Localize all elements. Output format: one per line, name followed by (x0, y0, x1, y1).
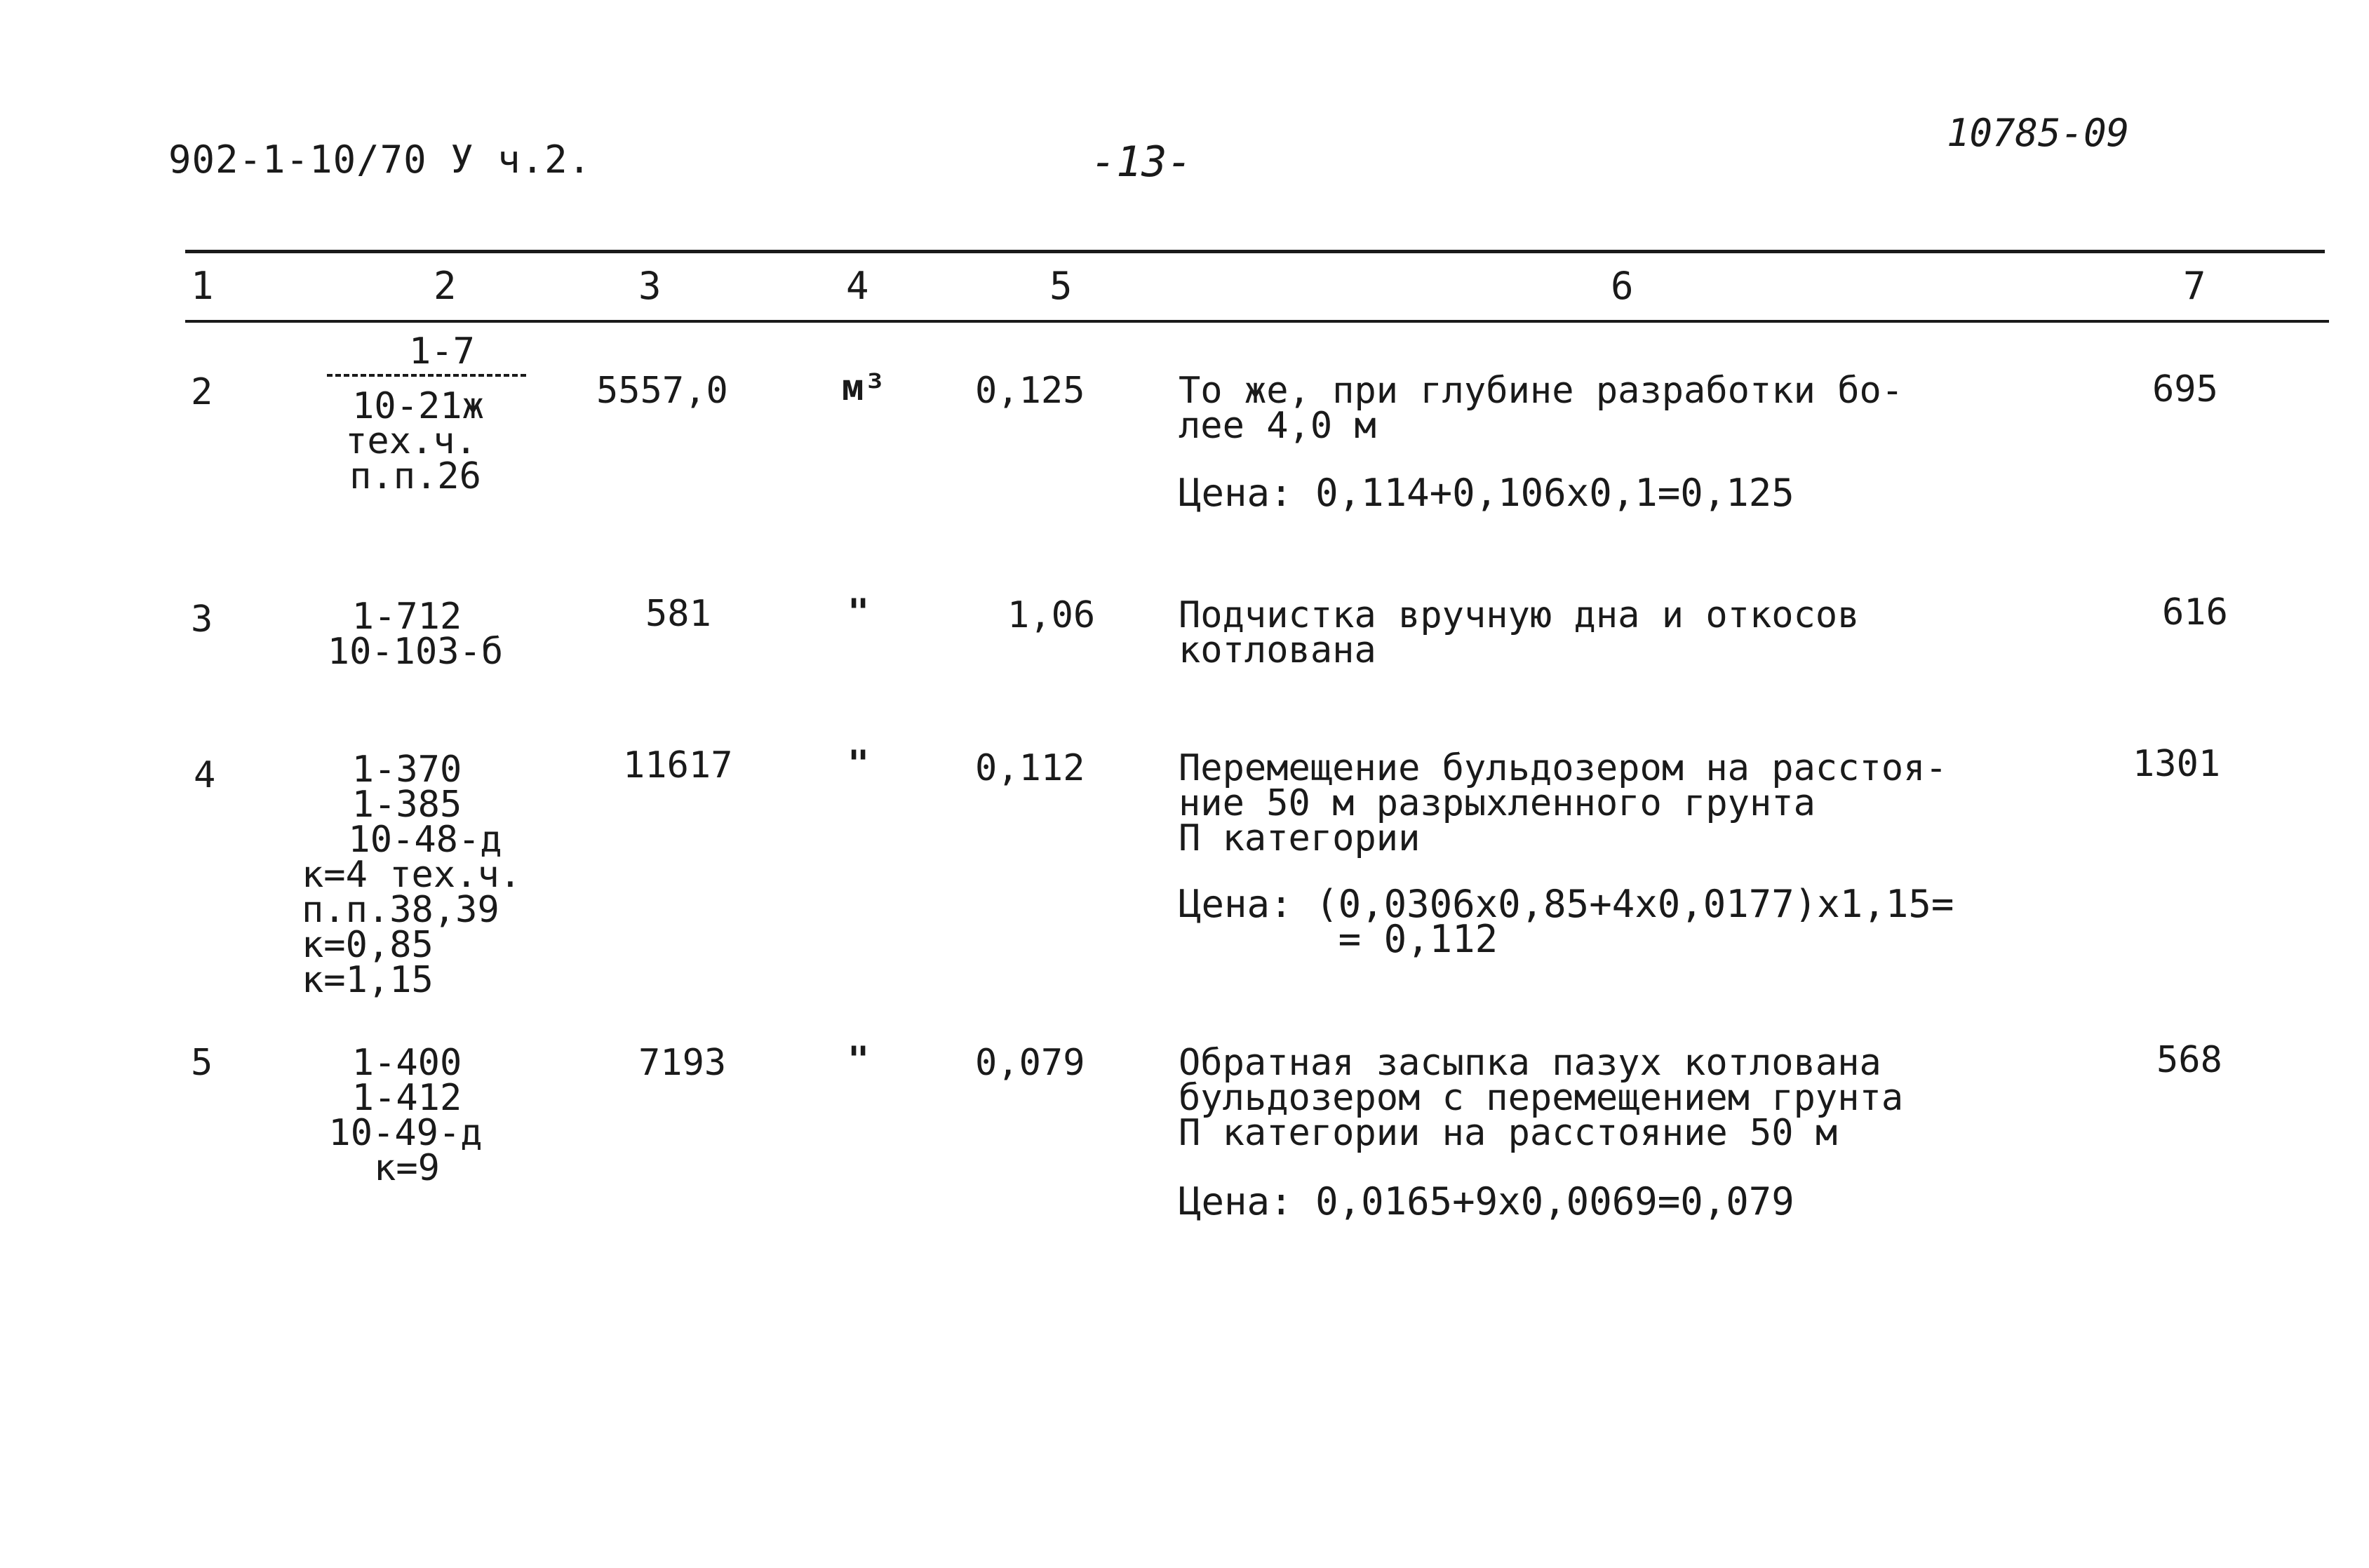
norm-ref-line: 10-103-б (327, 631, 504, 673)
norm-ref-line: 10-48-д (348, 819, 502, 861)
work-description: То же, при глубине разработки бо- лее 4,0 м (1179, 370, 1904, 447)
price-formula: Цена: 0,114+0,106х0,1=0,125 (1179, 471, 1794, 515)
unit: " (847, 591, 870, 634)
total-amount: 695 (2152, 368, 2218, 410)
unit-rate: 0,112 (975, 747, 1085, 789)
column-header-6: 6 (1611, 264, 1634, 308)
quantity: 5557,0 (596, 370, 728, 412)
document-code: 902-1-10/70 У ч.2. (168, 138, 592, 182)
norm-ref-line: п.п.26 (349, 455, 481, 497)
row-number: 2 (191, 371, 213, 413)
norm-ref-line: к=1,15 (302, 959, 434, 1001)
price-formula: Цена: 0,0165+9х0,0069=0,079 (1179, 1179, 1794, 1224)
work-description: Перемещение бульдозером на расстоя- ние 50 м разрыхленного грунта П категории (1179, 747, 1947, 859)
work-description: Подчистка вручную дна и откосов котлована (1179, 594, 1860, 671)
column-header-3: 3 (638, 264, 662, 308)
norm-ref-line: тех.ч. (345, 420, 477, 462)
unit-rate: 1,06 (1007, 594, 1096, 636)
norm-ref-line: п.п.38,39 (302, 889, 499, 931)
unit-rate: 0,125 (975, 370, 1085, 412)
work-description: Обратная засыпка пазух котлована бульдозером с перемещением грунта П категории на расстояние 50 м (1179, 1042, 1904, 1154)
page-number: -13- (1091, 138, 1193, 187)
column-header-2: 2 (434, 264, 457, 308)
norm-ref-line: к=9 (374, 1147, 440, 1189)
column-header-1: 1 (191, 264, 214, 308)
table-header-rule (185, 320, 2329, 323)
norm-ref-line: 1-400 (351, 1042, 462, 1084)
column-header-4: 4 (846, 264, 869, 308)
column-header-7: 7 (2183, 264, 2206, 308)
norm-ref-line: к=4 тех.ч. (302, 854, 522, 896)
column-header-5: 5 (1049, 264, 1073, 308)
total-amount: 616 (2162, 591, 2228, 634)
norm-ref-line: 1-712 (351, 596, 462, 638)
total-amount: 568 (2156, 1039, 2222, 1081)
table-top-rule (185, 250, 2325, 253)
quantity: 11617 (623, 744, 733, 786)
norm-ref-line: 1-370 (351, 749, 462, 791)
norm-ref-line: 1-7 (409, 330, 475, 373)
unit-rate: 0,079 (975, 1042, 1085, 1084)
norm-ref-line: 10-21ж (352, 385, 484, 427)
quantity: 7193 (638, 1042, 727, 1084)
norm-ref-line: 1-412 (351, 1077, 462, 1119)
unit: " (847, 1039, 870, 1081)
row-number: 4 (194, 754, 216, 796)
document-number: 10785-09 (1947, 111, 2130, 155)
fraction-line (327, 374, 526, 377)
norm-ref-line: 10-49-д (328, 1112, 483, 1154)
unit: м³ (842, 367, 886, 409)
norm-ref-line: 1-385 (351, 784, 462, 826)
price-formula: Цена: (0,0306х0,85+4х0,0177)х1,15= = 0,112 (1179, 882, 1954, 961)
row-number: 3 (191, 598, 213, 641)
quantity: 581 (645, 593, 711, 635)
unit: " (847, 743, 870, 785)
row-number: 5 (191, 1042, 213, 1084)
total-amount: 1301 (2133, 743, 2221, 785)
norm-ref-line: к=0,85 (302, 924, 434, 966)
